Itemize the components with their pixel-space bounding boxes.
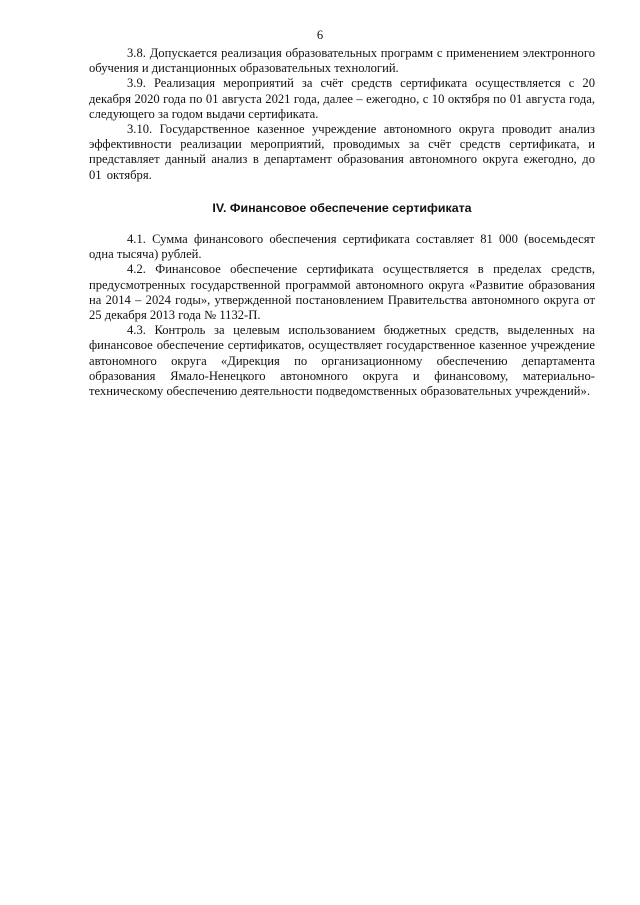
page-number: 6 bbox=[316, 28, 324, 42]
paragraph-4-2: 4.2. Финансовое обеспечение сертификата осуществляется в пределах средств, предусмотренных государственной программой автономного округа «Развитие образования на 2014 – 2024 годы», утвержденной постановлением Правительства автономного округа от 25 декабря 2013 года № 1132-П. bbox=[89, 262, 595, 323]
paragraph-3-8: 3.8. Допускается реализация образовательных программ с применением электронного обучения и дистанционных образовательных технологий. bbox=[89, 46, 595, 76]
paragraph-3-9: 3.9. Реализация мероприятий за счёт средств сертификата осуществляется с 20 декабря 2020 года по 01 августа 2021 года, далее – ежегодно, с 10 октября по 01 августа года, следующего за годом выдачи сертификата. bbox=[89, 76, 595, 121]
paragraph-3-10: 3.10. Государственное казенное учреждение автономного округа проводит анализ эффективности реализации мероприятий, проводимых за счёт средств сертификата, и представляет данный анализ в департамент образования автономного округа ежегодно, до 01 октября. bbox=[89, 122, 595, 182]
paragraph-4-3: 4.3. Контроль за целевым использованием бюджетных средств, выделенных на финансовое обеспечение сертификатов, осуществляет государственное казенное учреждение автономного округа «Дирекция по организационному обеспечению департамента образования Ямало-Ненецкого автономного округа и финансовому, материально-техническому обеспечению деятельности подведомственных образовательных учреждений». bbox=[89, 323, 595, 399]
document-body bbox=[89, 46, 595, 399]
paragraph-4-1: 4.1. Сумма финансового обеспечения сертификата составляет 81 000 (восемьдесят одна тысяча) рублей. bbox=[89, 232, 595, 262]
section-heading: IV. Финансовое обеспечение сертификата bbox=[212, 200, 472, 215]
